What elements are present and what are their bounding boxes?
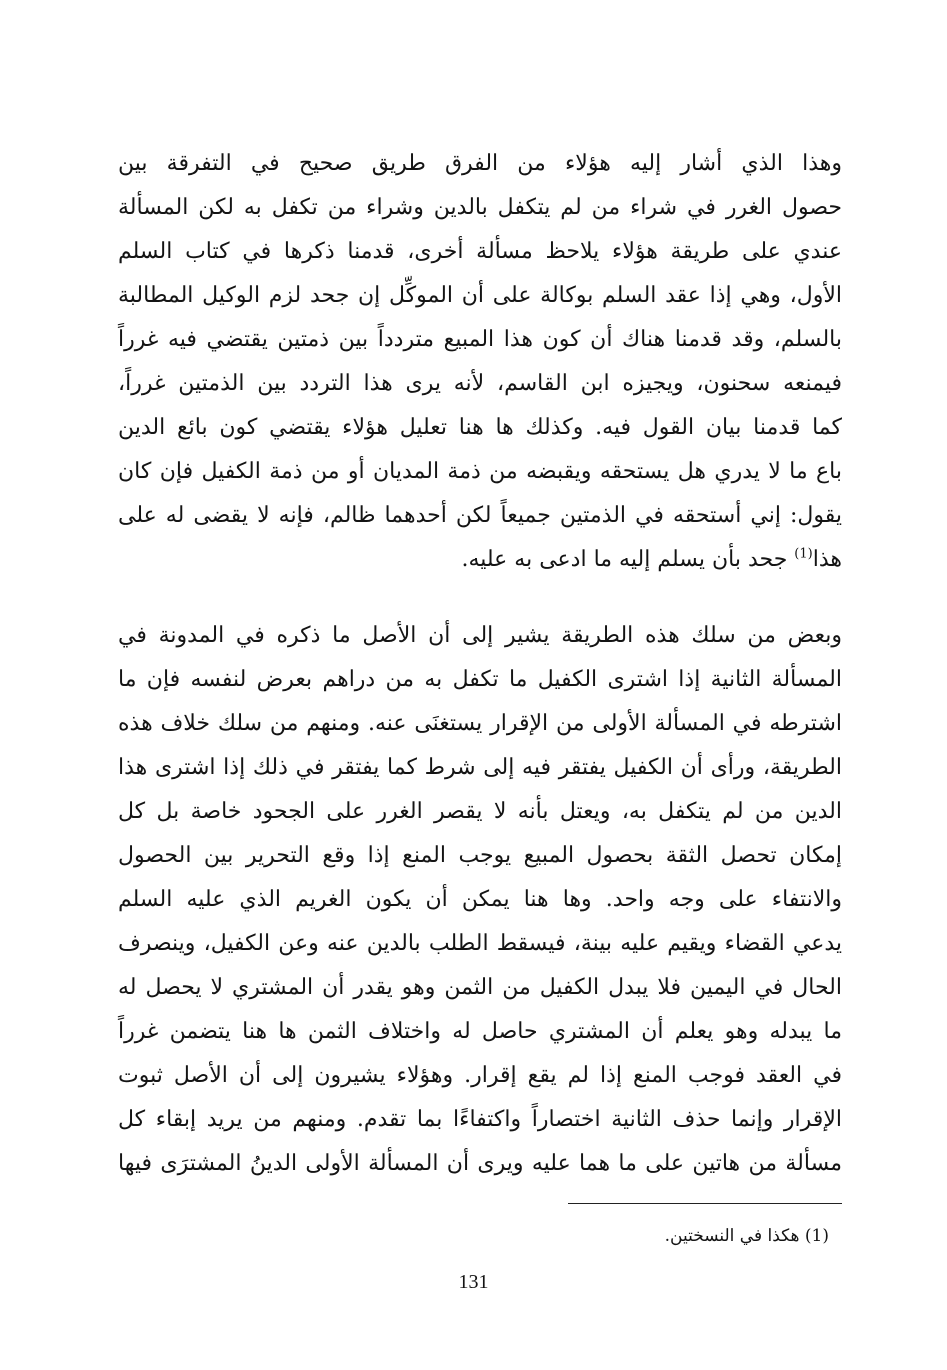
text-line: وبعض من سلك هذه الطريقة يشير إلى أن الأصل ما ذكره في المدونة في (118, 623, 842, 648)
text-line: الدين من لم يتكفل به، ويعتل بأنه لا يقصر الغرر على الجحود خاصة بل كل (118, 799, 842, 824)
footnote-reference[interactable]: (1) (794, 546, 813, 562)
text-line: الطريقة، ورأى أن الكفيل يفتقر فيه إلى شرط كما يفتقر في ذلك إذا اشترى هذا (118, 755, 842, 780)
footnote: (1) هكذا في النسختين. (664, 1226, 829, 1246)
text-line: ما يبدله وهو يعلم أن المشتري حاصل له واختلاف الثمن ها هنا يتضمن غرراً (118, 1019, 842, 1044)
page-number: 131 (458, 1271, 489, 1293)
footnote-divider (568, 1203, 842, 1204)
text-line: بالسلم، وقد قدمنا هناك أن كون هذا المبيع متردداً بين ذمتين يقتضي فيه غرراً (118, 327, 842, 352)
text-line: الحال في اليمين فلا يبدل الكفيل من الثمن وهو يقدر أن المشتري لا يحصل له (118, 975, 842, 1000)
text-line: كما قدمنا بيان القول فيه. وكذلك ها هنا تعليل هؤلاء يقتضي كون بائع الدين (118, 415, 842, 440)
text-fragment: جحد بأن يسلم إليه ما ادعى به عليه. (461, 547, 795, 572)
text-line: والانتفاء على وجه واحد. وها هنا يمكن أن يكون الغريم الذي عليه السلم (118, 887, 842, 912)
text-line: حصول الغرر في شراء من لم يتكفل بالدين وشراء من تكفل به لكن المسألة (118, 195, 842, 220)
text-line: يدعي القضاء ويقيم عليه بينة، فيسقط الطلب بالدين عنه وعن الكفيل، وينصرف (118, 931, 842, 956)
text-line: باع ما لا يدري هل يستحقه ويقبضه من ذمة المديان أو من ذمة الكفيل فإن كان (118, 459, 842, 484)
text-line: اشترطه في المسألة الأولى من الإقرار يستغنَى عنه. ومنهم من سلك خلاف هذه (118, 711, 842, 736)
text-line: وهذا الذي أشار إليه هؤلاء من الفرق طريق صحيح في التفرقة بين (118, 151, 842, 176)
text-line: المسألة الثانية إذا اشترى الكفيل ما تكفل به من دراهم بعرض لنفسه فإن ما (118, 667, 842, 692)
paragraph-2 (118, 614, 842, 1186)
paragraph-1 (118, 142, 842, 582)
text-line: مسألة من هاتين على ما هما عليه ويرى أن المسألة الأولى الدينُ المشترَى فيها (118, 1151, 842, 1176)
text-line: فيمنعه سحنون، ويجيزه ابن القاسم، لأنه يرى هذا التردد بين الذمتين غرراً، (118, 371, 842, 396)
text-line-last (118, 538, 842, 582)
text-line: الأول، وهي إذا عقد السلم بوكالة على أن الموكِّل إن جحد لزم الوكيل المطالبة (118, 283, 842, 308)
text-line: إمكان تحصل الثقة بحصول المبيع يوجب المنع إذا وقع التحرير بين الحصول (118, 843, 842, 868)
text-line: في العقد فوجب المنع إذا لم يقع إقرار. وهؤلاء يشيرون إلى أن الأصل ثبوت (118, 1063, 842, 1088)
text-line: يقول: إني أستحقه في الذمتين جميعاً لكن أحدهما ظالم، فإنه لا يقضى له على (118, 503, 842, 528)
text-fragment: هذا (812, 547, 842, 572)
text-line: عندي على طريقة هؤلاء يلاحظ مسألة أخرى، قدمنا ذكرها في كتاب السلم (118, 239, 842, 264)
text-line: الإقرار وإنما حذف الثانية اختصاراً واكتفاءًا بما تقدم. ومنهم من يريد إبقاء كل (118, 1107, 842, 1132)
